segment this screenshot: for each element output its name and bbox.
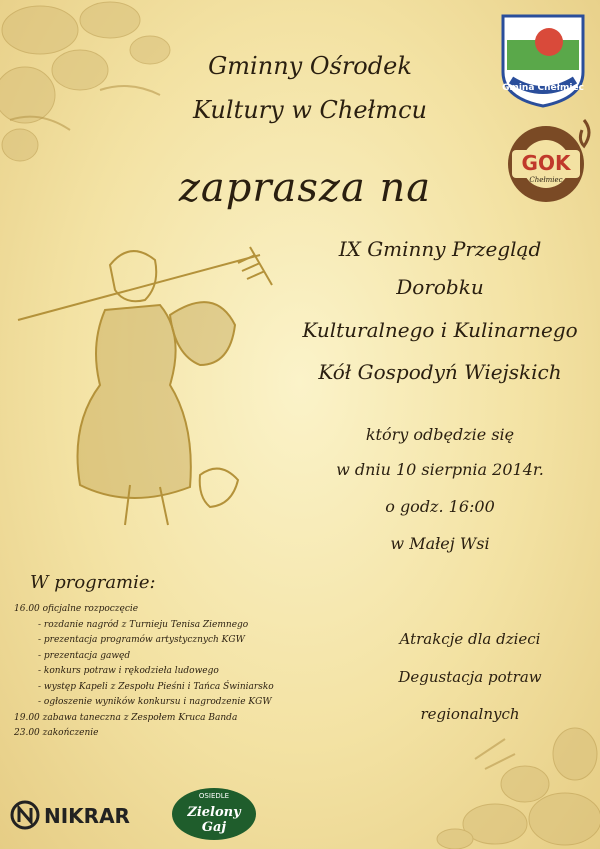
program-item: - konkurs potraw i rękodzieła ludowego (38, 666, 219, 676)
program-item: 19.00 zabawa taneczna z Zespołem Kruca Banda (14, 712, 238, 723)
program-item: - prezentacja programów artystycznych KGW (38, 635, 245, 645)
corner-decoration-top-left (0, 0, 175, 165)
organizer-line-1: Gminny Ośrodek (208, 52, 412, 80)
extra-regional: regionalnych (420, 705, 520, 723)
event-date: w dniu 10 sierpnia 2014r. (336, 460, 544, 479)
event-title-line-2: Dorobku (396, 275, 484, 299)
event-title-line-1: IX Gminny Przegląd (338, 237, 542, 261)
gmina-coat-of-arms-logo (497, 10, 589, 108)
gok-logo-text: GOK (521, 151, 571, 175)
gok-logo (502, 112, 598, 210)
organizer-line-2: Kultury w Chełmcu (193, 96, 427, 124)
program-item: 23.00 zakończenie (14, 728, 99, 738)
invite-heading: zaprasza na (178, 165, 432, 211)
program-heading: W programie: (30, 572, 156, 593)
zg-logo-top: OSIEDLE (198, 792, 230, 800)
program-list (14, 602, 334, 742)
program-item: 16.00 oficjalne rozpoczęcie (14, 604, 139, 614)
program-item: - występ Kapeli z Zespołu Pieśni i Tańca Świniarsko (38, 681, 274, 692)
zg-logo-line1: Zielony (187, 805, 241, 820)
program-item: - ogłoszenie wyników konkursu i nagrodzenie KGW (38, 697, 272, 707)
program-item: - prezentacja gawęd (38, 650, 131, 661)
gok-logo-subtext: Chełmiec (529, 176, 563, 184)
peasant-woman-illustration (10, 225, 280, 545)
zg-logo-line2: Gaj (201, 820, 227, 835)
event-time: o godz. 16:00 (385, 497, 495, 516)
event-info-line-1: który odbędzie się (365, 425, 515, 444)
extra-tasting: Degustacja potraw (398, 668, 542, 686)
event-title-line-4: Kół Gospodyń Wiejskich (318, 360, 562, 384)
nikrar-logo-text: NIKRAR (44, 804, 130, 828)
event-title-line-3: Kulturalnego i Kulinarnego (302, 318, 578, 342)
zielony-gaj-logo (170, 782, 258, 842)
event-place: w Małej Wsi (390, 534, 490, 553)
gmina-logo-text: Gmina Chełmiec (502, 83, 584, 93)
nikrar-logo (10, 798, 150, 832)
program-item: - rozdanie nagród z Turnieju Tenisa Ziemnego (38, 619, 249, 630)
extra-attractions: Atrakcje dla dzieci (399, 630, 541, 648)
